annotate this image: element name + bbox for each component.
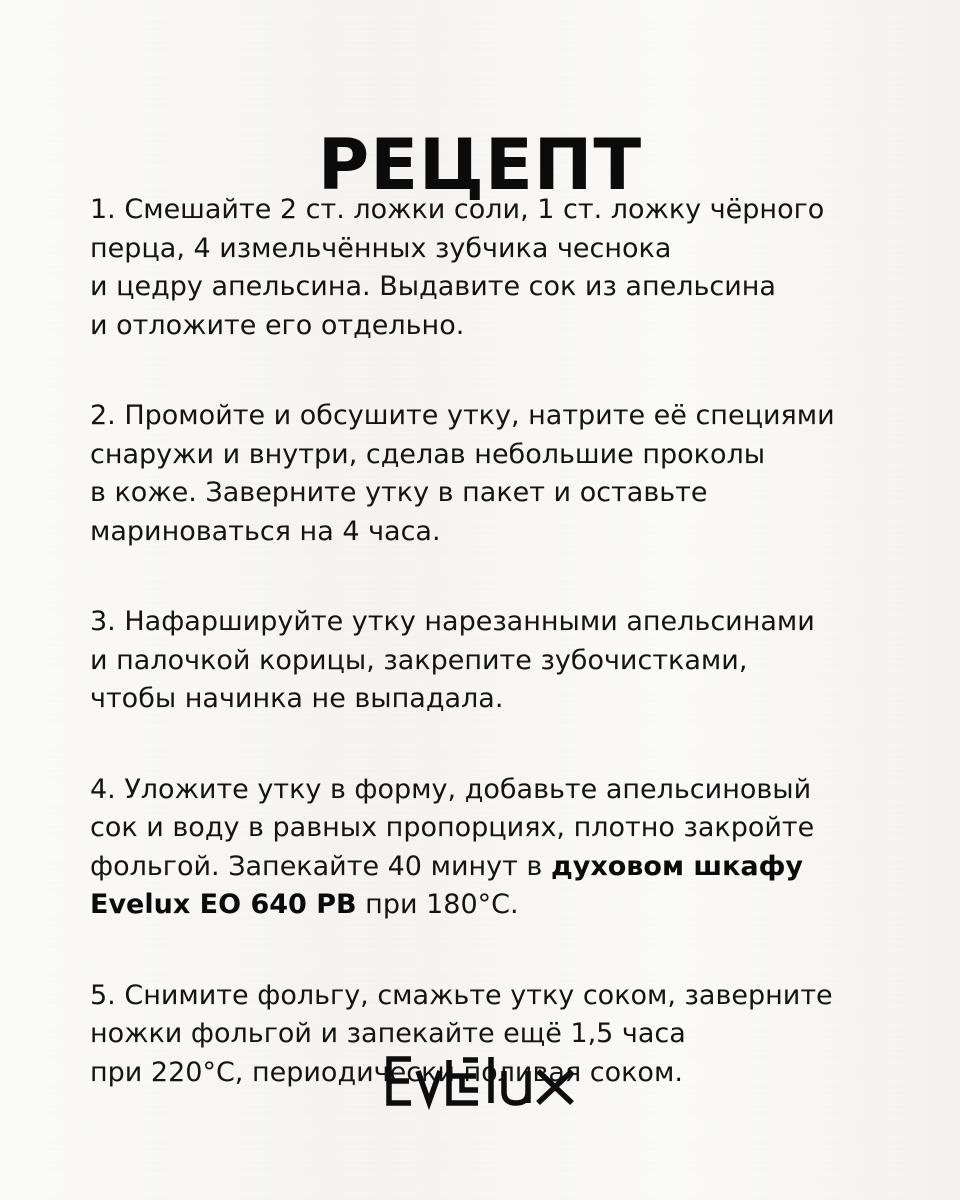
step-4-line-1: 4. Уложите утку в форму, добавьте апельсиновый bbox=[90, 773, 812, 805]
step-2-line-4: мариноваться на 4 часа. bbox=[90, 515, 441, 547]
step-5-line-1: 5. Снимите фольгу, смажьте утку соком, заверните bbox=[90, 979, 833, 1011]
recipe-step-2 bbox=[90, 397, 890, 551]
step-4-line-4 bbox=[90, 886, 890, 925]
step-3-line-1: 3. Нафаршируйте утку нарезанными апельсинами bbox=[90, 606, 815, 637]
product-link-oven[interactable]: духовом шкафу bbox=[550, 850, 804, 882]
product-link-model[interactable]: Evelux EO 640 PB bbox=[90, 889, 357, 920]
step-2-line-1: 2. Промойте и обсушите утку, натрите её специями bbox=[90, 400, 835, 431]
step-1-line-1: 1. Смешайте 2 ст. ложки соли, 1 ст. ложку чёрного bbox=[90, 194, 825, 225]
step-1-line-4: и отложите его отдельно. bbox=[90, 309, 465, 341]
step-5-line-2: ножки фольгой и запекайте ещё 1,5 часа bbox=[90, 1018, 686, 1049]
logo-letter-v bbox=[418, 1071, 440, 1102]
step-2-line-3: в коже. Заверните утку в пакет и оставьте bbox=[90, 477, 708, 508]
step-1-line-2: перца, 4 измельчённых зубчика чеснока bbox=[90, 232, 672, 264]
logo-mark bbox=[449, 1060, 478, 1103]
recipe-step-4 bbox=[90, 771, 890, 925]
step-5-line-3: при 220°С, периодически поливая соком. bbox=[90, 1056, 683, 1088]
step-4-line-3 bbox=[90, 848, 890, 887]
recipe-step-3 bbox=[90, 603, 890, 719]
logo-letter-u bbox=[504, 1071, 528, 1103]
step-1-line-3: и цедру апельсина. Выдавите сок из апельсина bbox=[90, 271, 776, 302]
step-4-line-4-text: при 180°С. bbox=[356, 889, 519, 920]
step-4-line-2: сок и воду в равных пропорциях, плотно закройте bbox=[90, 812, 815, 843]
logo-letter-x bbox=[538, 1071, 572, 1103]
recipe-step-1 bbox=[90, 191, 890, 345]
step-3-line-2: и палочкой корицы, закрепите зубочистками, bbox=[90, 644, 748, 676]
step-4-line-3-text: фольгой. Запекайте 40 минут в bbox=[90, 850, 551, 882]
page-title: РЕЦЕПТ bbox=[317, 123, 643, 206]
evelux-logo bbox=[385, 1052, 577, 1110]
step-2-line-2: снаружи и внутри, сделав небольшие проколы bbox=[90, 438, 766, 470]
logo-letter-e bbox=[389, 1059, 411, 1103]
step-3-line-3: чтобы начинка не выпадала. bbox=[90, 683, 504, 714]
recipe-steps bbox=[90, 191, 890, 1092]
